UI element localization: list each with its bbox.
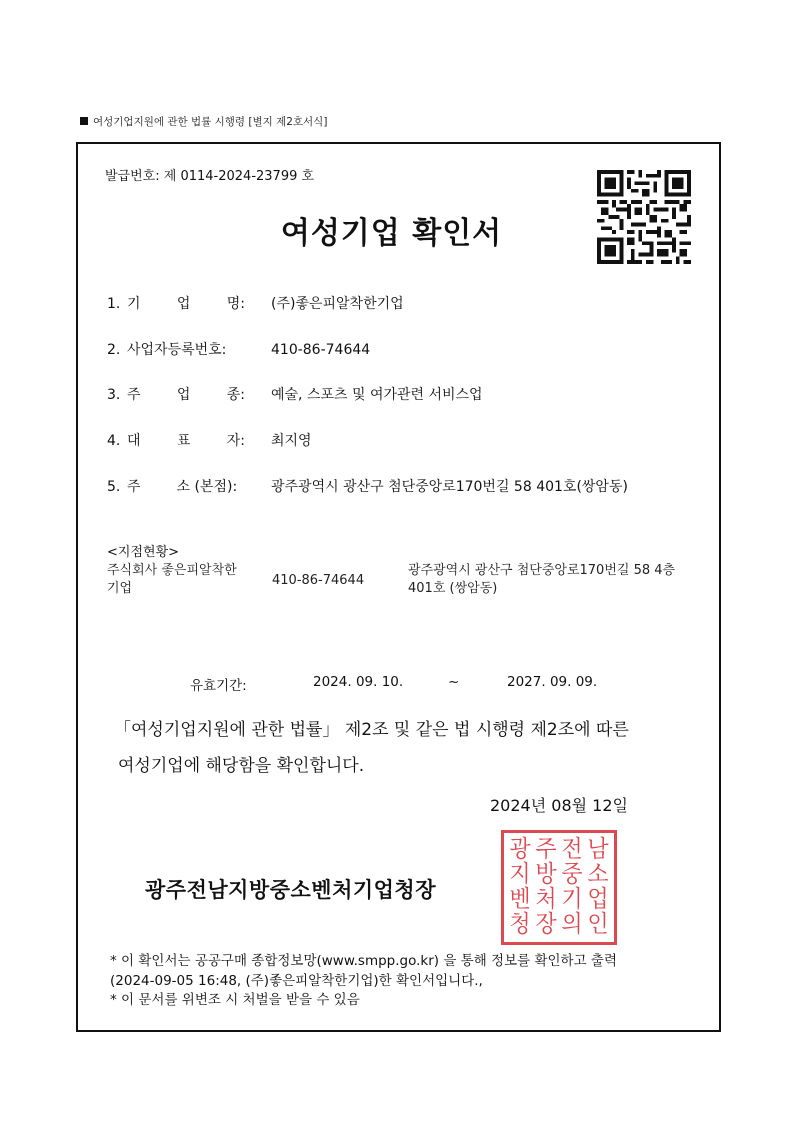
field-number: 4. [107,433,121,449]
note-line-1: * 이 확인서는 공공구매 종합정보망(www.smpp.go.kr) 을 통해 정보를 확인하고 출력 [110,953,618,969]
branch-name-line: 기업 [107,581,133,596]
seal-char: 기 [561,886,583,913]
issue-number-value: 제 0114-2024-23799 호 [163,169,315,184]
seal-char: 처 [535,886,557,913]
statement-line-2: 여성기업에 해당함을 확인합니다. [118,756,365,776]
field-value: 예술, 스포츠 및 여가관련 서비스업 [271,387,483,403]
branch-address-line: 401호 (쌍암동) [408,581,498,596]
field-label [127,431,245,451]
square-bullet-icon [80,117,88,125]
branch-name [107,562,237,598]
field-number: 2. [107,342,121,358]
note-line-3: * 이 문서를 위변조 시 처벌을 받을 수 있음 [110,992,360,1008]
seal-char: 남 [587,835,609,863]
statement-line-1: 「여성기업지원에 관한 법률」 제2조 및 같은 법 시행령 제2조에 따른 [114,720,629,740]
seal-char: 장 [535,911,557,938]
field-label-part: 주 [127,387,141,403]
field-label-part: 대 [127,433,141,449]
seal-char: 지 [509,861,531,888]
field-label [127,340,245,360]
seal-char: 소 [587,861,609,888]
field-number: 3. [107,387,121,403]
note-line-2: (2024-09-05 16:48, (주)좋은피알착한기업)한 확인서입니다., [110,973,483,989]
branch-reg-no: 410-86-74644 [272,573,365,588]
field-label-part: 명: [226,296,245,312]
official-seal-stamp [501,830,617,945]
field-label-part: 기 [127,296,141,312]
seal-char: 전 [561,835,583,863]
field-label-part: 종: [226,387,245,403]
seal-char: 중 [561,861,583,888]
form-reference [80,114,327,129]
validity-separator: ~ [448,674,460,690]
field-number: 5. [107,479,121,495]
page-title: 여성기업 확인서 [280,216,503,251]
validity-label: 유효기간: [190,678,247,694]
issue-number-label: 발급번호: [105,169,160,184]
field-value: (주)좋은피알착한기업 [271,296,404,312]
form-reference-text: 여성기업지원에 관한 법률 시행령 [별지 제2호서식] [93,116,328,128]
field-label-part: 업 [176,296,191,312]
branch-address [408,562,675,598]
field-label-part: 업 [176,387,191,403]
issue-number [105,165,314,184]
field-label [127,477,245,497]
field-label-part: 주 [127,479,141,495]
seal-char: 의 [561,911,583,938]
seal-char: 업 [587,886,609,913]
field-value: 410-86-74644 [271,342,371,358]
validity-start: 2024. 09. 10. [313,674,404,690]
field-label [127,385,245,405]
seal-char: 벤 [509,886,531,913]
seal-char: 주 [535,835,557,863]
validity-end: 2027. 09. 09. [507,674,598,690]
issuer-name: 광주전남지방중소벤처기업청장 [145,878,437,902]
field-label-part: 표 [176,433,191,449]
field-value: 최지영 [271,433,312,449]
seal-char: 광 [509,835,531,863]
field-label-part: 자: [226,433,245,449]
issue-date: 2024년 08월 12일 [490,796,628,815]
branch-name-line: 주식회사 좋은피알착한 [107,563,237,578]
seal-char: 인 [587,911,609,938]
field-value: 광주광역시 광산구 첨단중앙로170번길 58 401호(쌍암동) [271,479,628,495]
branch-status-heading: <지점현황> [107,545,180,560]
field-label-part: 사업자등록번호: [127,342,227,358]
field-label-part: 소 (본점): [176,479,238,495]
field-label [127,294,245,314]
seal-char: 청 [509,911,531,938]
branch-address-line: 광주광역시 광산구 첨단중앙로170번길 58 4층 [408,563,676,578]
seal-char: 방 [535,861,557,888]
field-number: 1. [107,296,121,312]
